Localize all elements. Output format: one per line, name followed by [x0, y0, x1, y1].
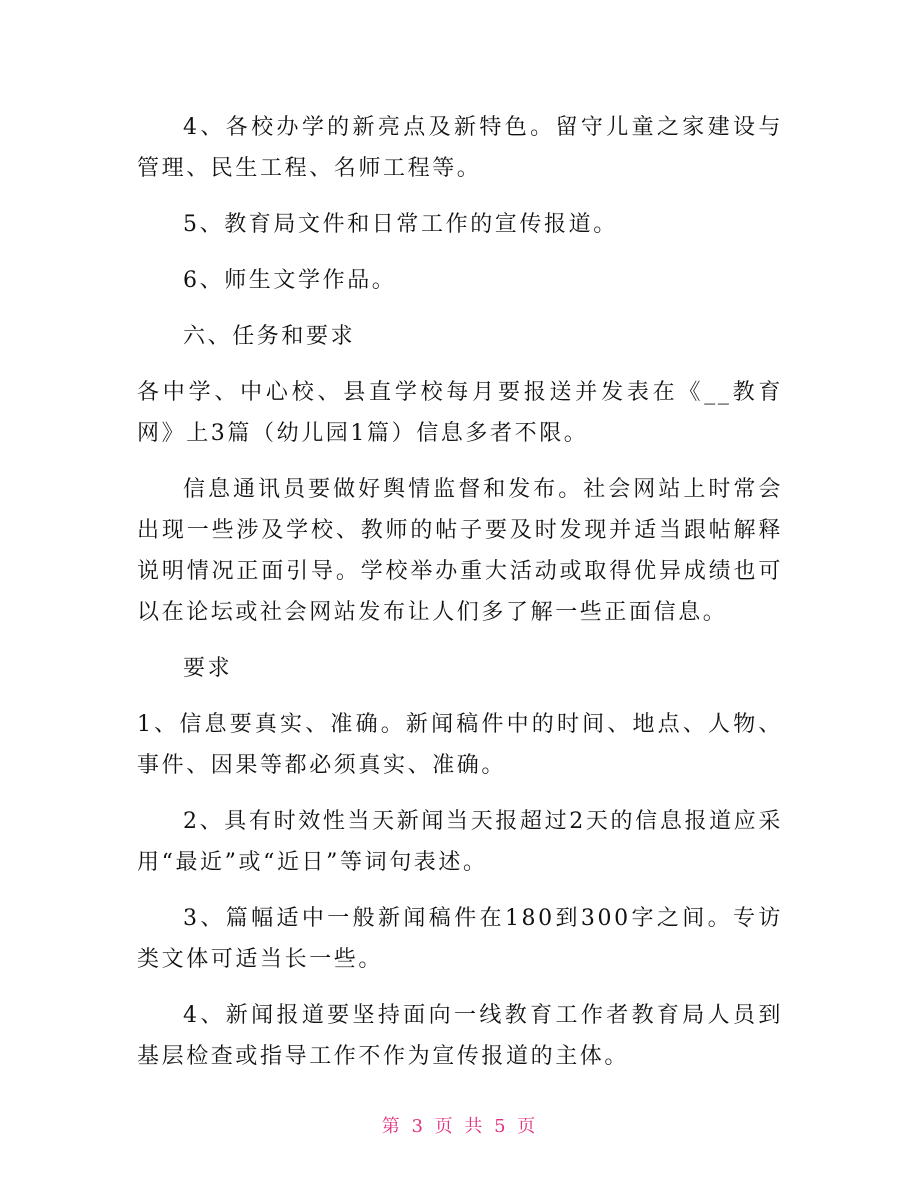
section-heading-requirements: 要求	[183, 656, 233, 681]
requirement-item-4: 4、新闻报道要坚持面向一线教育工作者教育局人员到基层检查或指导工作不作为宣传报道的主体。	[137, 1003, 783, 1069]
document-body	[137, 107, 783, 1077]
page-indicator: 第 3 页 共 5 页	[381, 1116, 539, 1137]
paragraph-opinion-monitoring: 信息通讯员要做好舆情监督和发布。社会网站上时常会出现一些涉及学校、教师的帖子要及时发现并适当跟帖解释说明情况正面引导。学校举办重大活动或取得优异成绩也可以在论坛或社会网站发布让人们多了解一些正面信息。	[137, 477, 783, 625]
paragraph-item-6-literature: 6、师生文学作品。	[183, 268, 397, 293]
requirement-item-2: 2、具有时效性当天新闻当天报超过2天的信息报道应采用“最近”或“近日”等词句表述。	[137, 809, 783, 875]
paragraph-item-5-publicity: 5、教育局文件和日常工作的宣传报道。	[183, 212, 618, 237]
requirement-item-3: 3、篇幅适中一般新闻稿件在180到300字之间。专访类文体可适当长一些。	[137, 906, 783, 972]
paragraph-item-4-highlights: 4、各校办学的新亮点及新特色。留守儿童之家建设与管理、民生工程、名师工程等。	[137, 115, 783, 181]
requirement-item-1: 1、信息要真实、准确。新闻稿件中的时间、地点、人物、事件、因果等都必须真实、准确。	[137, 712, 783, 778]
paragraph-submission-quota: 各中学、中心校、县直学校每月要报送并发表在《__教育网》上3篇（幼儿园1篇）信息多者不限。	[137, 380, 783, 446]
section-heading-tasks: 六、任务和要求	[183, 324, 356, 349]
